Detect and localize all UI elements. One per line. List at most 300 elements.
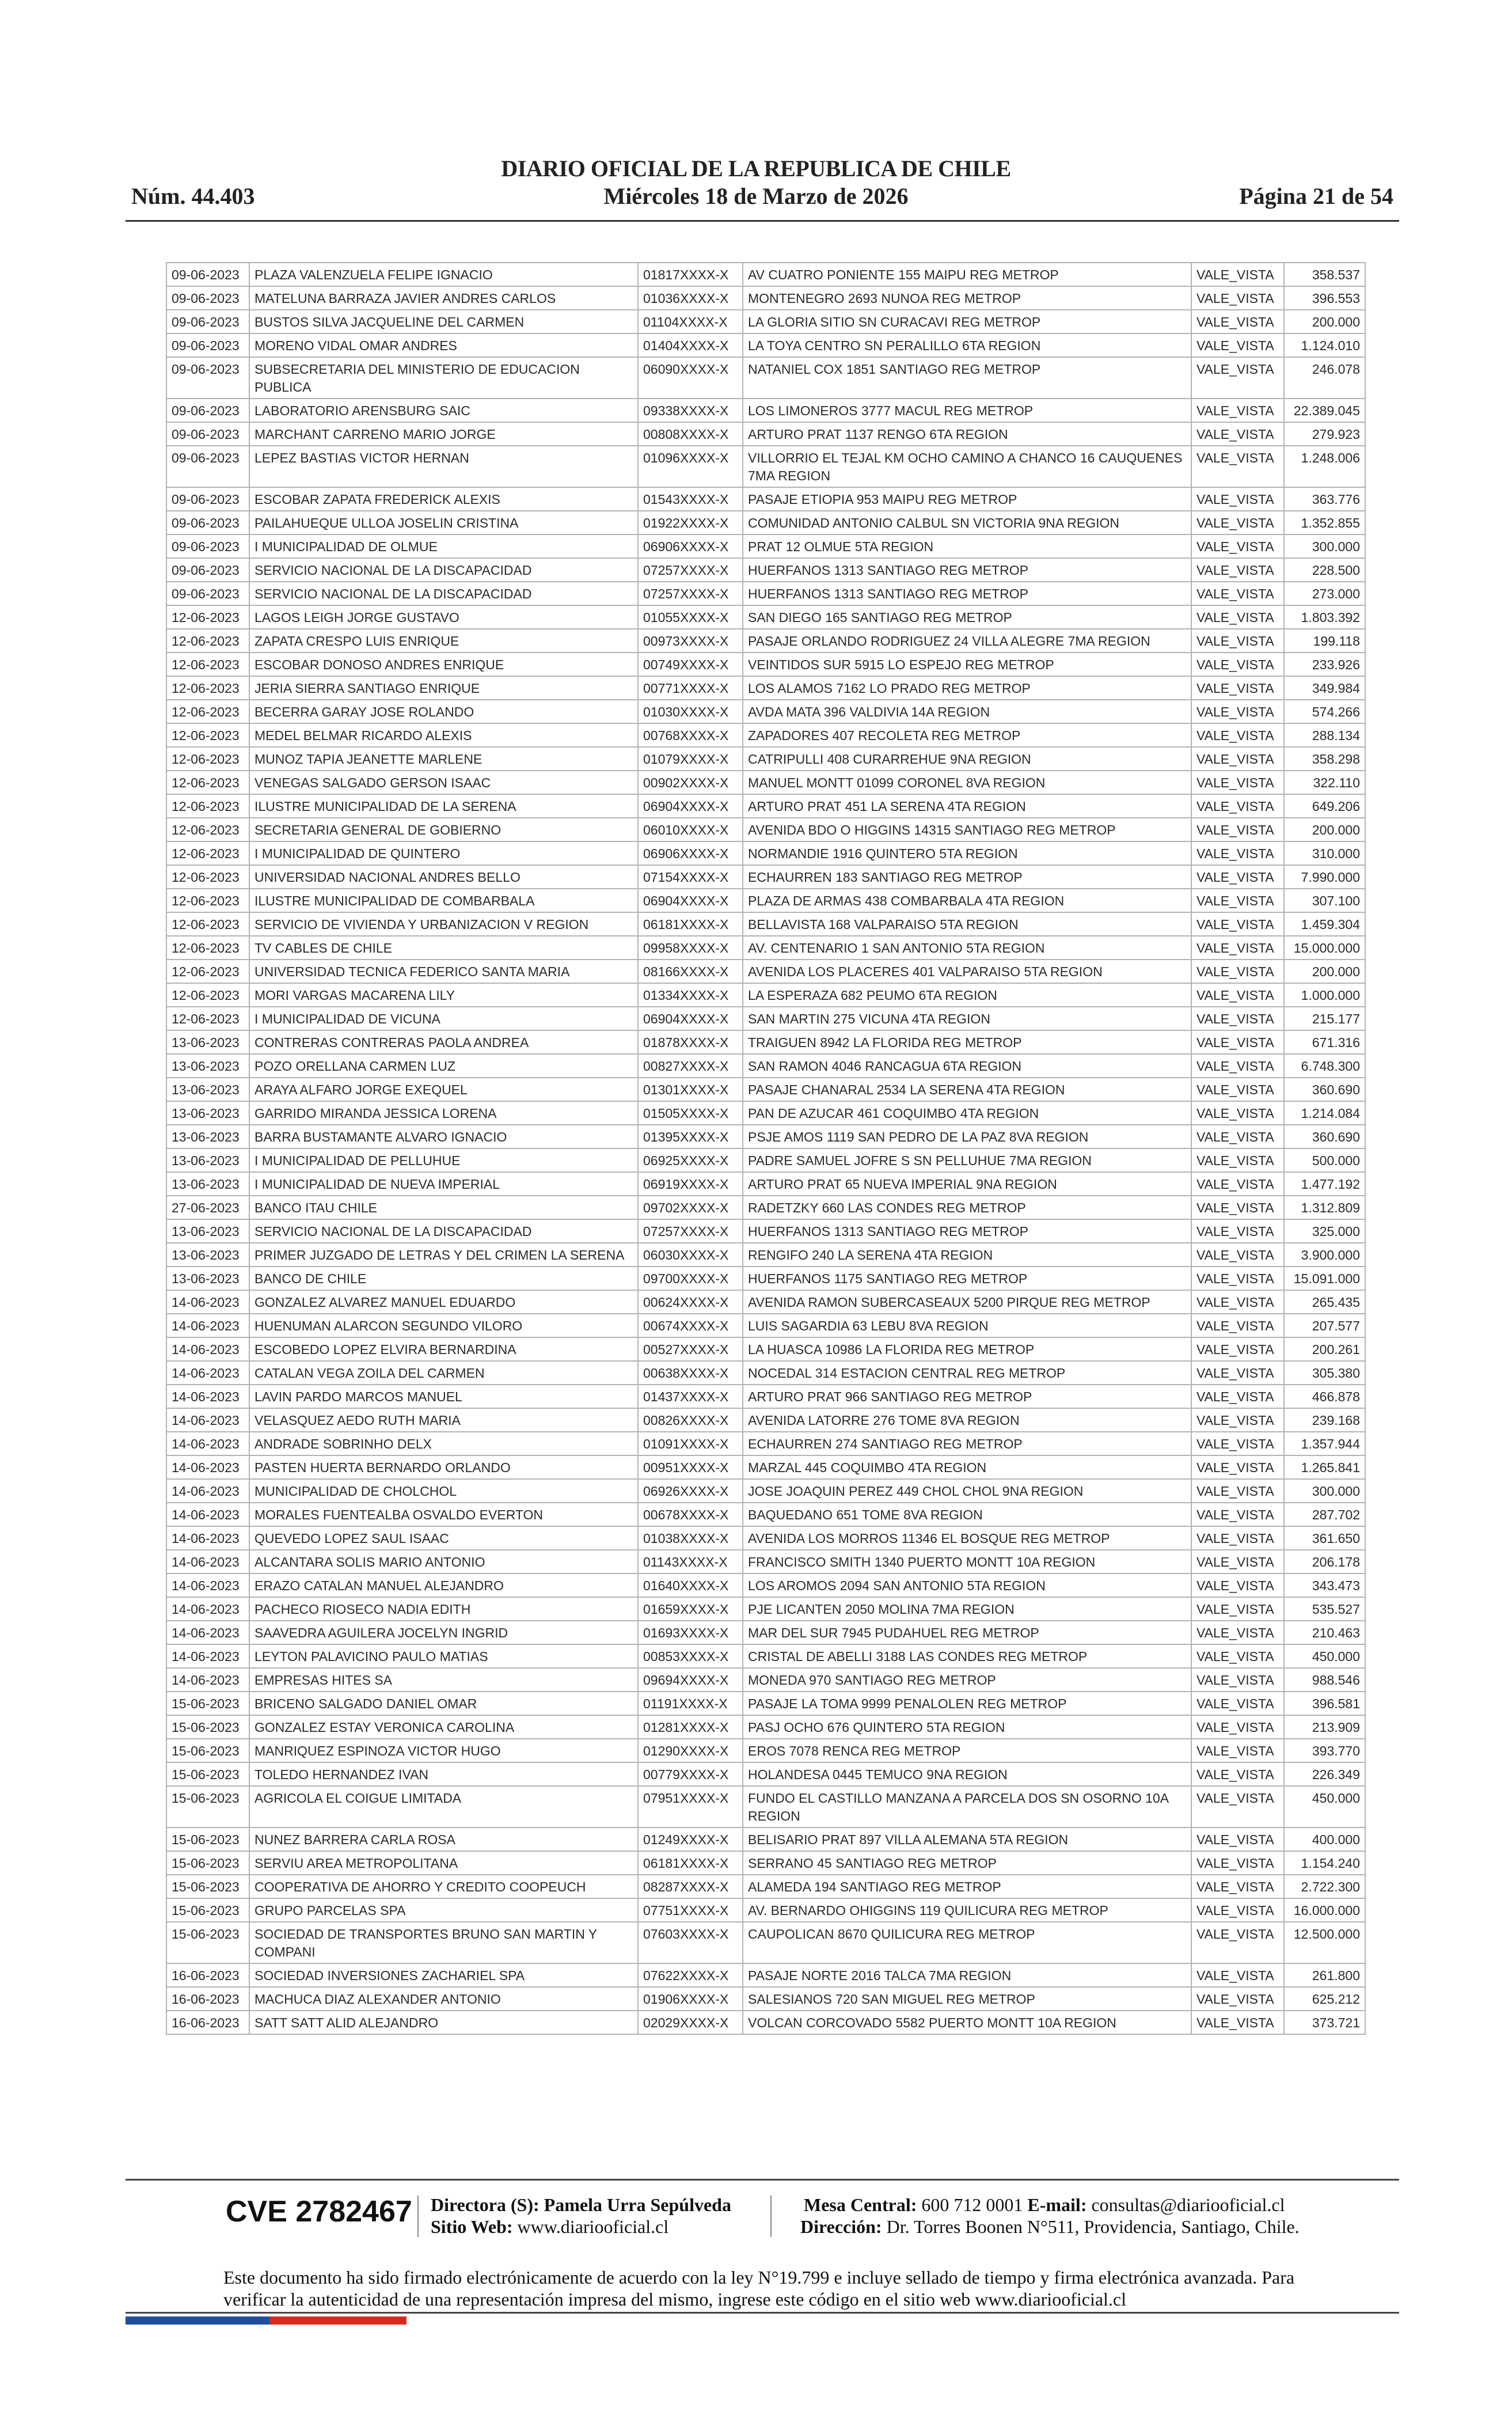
rut-cell: 01030XXXX-X [638, 700, 743, 723]
date-cell: 09-06-2023 [166, 333, 249, 357]
amount-cell: 500.000 [1284, 1148, 1365, 1172]
date-cell: 09-06-2023 [166, 446, 249, 487]
date-cell: 27-06-2023 [166, 1196, 249, 1219]
date-cell: 13-06-2023 [166, 1219, 249, 1243]
name-cell: SERVICIO NACIONAL DE LA DISCAPACIDAD [249, 582, 638, 605]
rut-cell: 00749XXXX-X [638, 653, 743, 676]
name-cell: BANCO ITAU CHILE [249, 1196, 638, 1219]
address-cell: SAN RAMON 4046 RANCAGUA 6TA REGION [743, 1054, 1191, 1078]
table-row [166, 700, 1365, 723]
payment-type-cell: VALE_VISTA [1191, 936, 1284, 960]
address-cell: HUERFANOS 1313 SANTIAGO REG METROP [743, 1219, 1191, 1243]
rut-cell: 01334XXXX-X [638, 983, 743, 1007]
payment-type-cell: VALE_VISTA [1191, 653, 1284, 676]
table-row [166, 286, 1365, 310]
date-cell: 14-06-2023 [166, 1574, 249, 1597]
table-row [166, 1267, 1365, 1290]
payment-type-cell: VALE_VISTA [1191, 841, 1284, 865]
payment-type-cell: VALE_VISTA [1191, 1290, 1284, 1314]
date-cell: 16-06-2023 [166, 2011, 249, 2034]
payment-type-cell: VALE_VISTA [1191, 558, 1284, 582]
date-cell: 14-06-2023 [166, 1503, 249, 1526]
amount-cell: 310.000 [1284, 841, 1365, 865]
table-row [166, 841, 1365, 865]
date-cell: 09-06-2023 [166, 263, 249, 286]
payment-type-cell: VALE_VISTA [1191, 794, 1284, 818]
date-cell: 14-06-2023 [166, 1337, 249, 1361]
footer-bottom-rule [126, 2312, 1399, 2314]
amount-cell: 988.546 [1284, 1668, 1365, 1692]
payment-type-cell: VALE_VISTA [1191, 889, 1284, 912]
rut-cell: 07257XXXX-X [638, 558, 743, 582]
table-row [166, 1408, 1365, 1432]
payment-type-cell: VALE_VISTA [1191, 1963, 1284, 1987]
date-cell: 12-06-2023 [166, 723, 249, 747]
rut-cell: 01922XXXX-X [638, 511, 743, 534]
table-row [166, 1621, 1365, 1644]
amount-cell: 12.500.000 [1284, 1922, 1365, 1963]
name-cell: MARCHANT CARRENO MARIO JORGE [249, 422, 638, 446]
rut-cell: 01055XXXX-X [638, 605, 743, 629]
address-value: Dr. Torres Boonen N°511, Providencia, Santiago, Chile. [886, 2216, 1300, 2237]
amount-cell: 1.265.841 [1284, 1455, 1365, 1479]
amount-cell: 363.776 [1284, 487, 1365, 511]
table-row [166, 1715, 1365, 1739]
payment-type-cell: VALE_VISTA [1191, 912, 1284, 936]
rut-cell: 01096XXXX-X [638, 446, 743, 487]
table-row [166, 1692, 1365, 1715]
date-cell: 15-06-2023 [166, 1739, 249, 1762]
payment-type-cell: VALE_VISTA [1191, 1267, 1284, 1290]
date-cell: 09-06-2023 [166, 487, 249, 511]
table-row [166, 534, 1365, 558]
name-cell: MANRIQUEZ ESPINOZA VICTOR HUGO [249, 1739, 638, 1762]
rut-cell: 01036XXXX-X [638, 286, 743, 310]
rut-cell: 08166XXXX-X [638, 960, 743, 983]
address-cell: PLAZA DE ARMAS 438 COMBARBALA 4TA REGION [743, 889, 1191, 912]
payment-type-cell: VALE_VISTA [1191, 1408, 1284, 1432]
date-cell: 09-06-2023 [166, 286, 249, 310]
footer-separator-2 [770, 2196, 772, 2237]
rut-cell: 01817XXXX-X [638, 263, 743, 286]
payment-type-cell: VALE_VISTA [1191, 1361, 1284, 1385]
rut-cell: 00951XXXX-X [638, 1455, 743, 1479]
address-cell: PRAT 12 OLMUE 5TA REGION [743, 534, 1191, 558]
address-cell: ECHAURREN 274 SANTIAGO REG METROP [743, 1432, 1191, 1455]
name-cell: BARRA BUSTAMANTE ALVARO IGNACIO [249, 1125, 638, 1148]
payment-type-cell: VALE_VISTA [1191, 1762, 1284, 1786]
header-divider [126, 220, 1399, 222]
date-cell: 15-06-2023 [166, 1827, 249, 1851]
address-cell: SAN DIEGO 165 SANTIAGO REG METROP [743, 605, 1191, 629]
table-row [166, 263, 1365, 286]
amount-cell: 1.803.392 [1284, 605, 1365, 629]
table-row [166, 333, 1365, 357]
name-cell: NUNEZ BARRERA CARLA ROSA [249, 1827, 638, 1851]
address-cell: ZAPADORES 407 RECOLETA REG METROP [743, 723, 1191, 747]
table-row [166, 1786, 1365, 1827]
address-cell: SAN MARTIN 275 VICUNA 4TA REGION [743, 1007, 1191, 1030]
payment-type-cell: VALE_VISTA [1191, 865, 1284, 889]
date-cell: 12-06-2023 [166, 983, 249, 1007]
amount-cell: 1.477.192 [1284, 1172, 1365, 1196]
table-row [166, 629, 1365, 653]
table-row [166, 960, 1365, 983]
name-cell: MATELUNA BARRAZA JAVIER ANDRES CARLOS [249, 286, 638, 310]
amount-cell: 322.110 [1284, 771, 1365, 794]
table-row [166, 1172, 1365, 1196]
amount-cell: 2.722.300 [1284, 1875, 1365, 1898]
flag-stripe-blue [126, 2316, 269, 2325]
table-row [166, 723, 1365, 747]
date-cell: 16-06-2023 [166, 1963, 249, 1987]
address-cell: ECHAURREN 183 SANTIAGO REG METROP [743, 865, 1191, 889]
amount-cell: 228.500 [1284, 558, 1365, 582]
address-cell: LA HUASCA 10986 LA FLORIDA REG METROP [743, 1337, 1191, 1361]
table-row [166, 1054, 1365, 1078]
name-cell: MORI VARGAS MACARENA LILY [249, 983, 638, 1007]
rut-cell: 06904XXXX-X [638, 889, 743, 912]
payment-type-cell: VALE_VISTA [1191, 263, 1284, 286]
rut-cell: 01281XXXX-X [638, 1715, 743, 1739]
date-cell: 15-06-2023 [166, 1875, 249, 1898]
payment-type-cell: VALE_VISTA [1191, 446, 1284, 487]
address-cell: PASAJE LA TOMA 9999 PENALOLEN REG METROP [743, 1692, 1191, 1715]
table-row [166, 422, 1365, 446]
address-cell: LOS ALAMOS 7162 LO PRADO REG METROP [743, 676, 1191, 700]
amount-cell: 1.459.304 [1284, 912, 1365, 936]
name-cell: TOLEDO HERNANDEZ IVAN [249, 1762, 638, 1786]
address-cell: FUNDO EL CASTILLO MANZANA A PARCELA DOS SN OSORNO 10A REGION [743, 1786, 1191, 1827]
amount-cell: 279.923 [1284, 422, 1365, 446]
address-cell: LA ESPERAZA 682 PEUMO 6TA REGION [743, 983, 1191, 1007]
name-cell: I MUNICIPALIDAD DE QUINTERO [249, 841, 638, 865]
name-cell: BUSTOS SILVA JACQUELINE DEL CARMEN [249, 310, 638, 333]
payment-type-cell: VALE_VISTA [1191, 1337, 1284, 1361]
address-cell: MANUEL MONTT 01099 CORONEL 8VA REGION [743, 771, 1191, 794]
amount-cell: 358.298 [1284, 747, 1365, 771]
date-cell: 09-06-2023 [166, 422, 249, 446]
payment-type-cell: VALE_VISTA [1191, 723, 1284, 747]
address-label: Dirección: [800, 2216, 882, 2237]
payment-type-cell: VALE_VISTA [1191, 582, 1284, 605]
date-cell: 15-06-2023 [166, 1898, 249, 1922]
payment-type-cell: VALE_VISTA [1191, 1739, 1284, 1762]
name-cell: UNIVERSIDAD NACIONAL ANDRES BELLO [249, 865, 638, 889]
amount-cell: 199.118 [1284, 629, 1365, 653]
address-cell: ARTURO PRAT 966 SANTIAGO REG METROP [743, 1385, 1191, 1408]
rut-cell: 01437XXXX-X [638, 1385, 743, 1408]
payment-type-cell: VALE_VISTA [1191, 2011, 1284, 2034]
date-cell: 14-06-2023 [166, 1314, 249, 1337]
amount-cell: 261.800 [1284, 1963, 1365, 1987]
date-cell: 12-06-2023 [166, 653, 249, 676]
name-cell: LABORATORIO ARENSBURG SAIC [249, 399, 638, 422]
name-cell: QUEVEDO LOPEZ SAUL ISAAC [249, 1526, 638, 1550]
name-cell: SERVICIO DE VIVIENDA Y URBANIZACION V REGION [249, 912, 638, 936]
page-number: Página 21 de 54 [1239, 183, 1393, 209]
table-row [166, 1479, 1365, 1503]
date-cell: 13-06-2023 [166, 1267, 249, 1290]
name-cell: PASTEN HUERTA BERNARDO ORLANDO [249, 1455, 638, 1479]
payment-type-cell: VALE_VISTA [1191, 1196, 1284, 1219]
amount-cell: 200.261 [1284, 1337, 1365, 1361]
table-row [166, 1503, 1365, 1526]
website-label: Sitio Web: [431, 2216, 513, 2237]
email-link[interactable]: consultas@diariooficial.cl [1091, 2194, 1285, 2215]
name-cell: HUENUMAN ALARCON SEGUNDO VILORO [249, 1314, 638, 1337]
address-cell: CRISTAL DE ABELLI 3188 LAS CONDES REG METROP [743, 1644, 1191, 1668]
amount-cell: 215.177 [1284, 1007, 1365, 1030]
table-row [166, 605, 1365, 629]
date-cell: 15-06-2023 [166, 1786, 249, 1827]
table-row [166, 1526, 1365, 1550]
name-cell: MACHUCA DIAZ ALEXANDER ANTONIO [249, 1987, 638, 2011]
table-row [166, 1762, 1365, 1786]
address-cell: EROS 7078 RENCA REG METROP [743, 1739, 1191, 1762]
name-cell: PRIMER JUZGADO DE LETRAS Y DEL CRIMEN LA SERENA [249, 1243, 638, 1267]
table-row [166, 1987, 1365, 2011]
date-cell: 12-06-2023 [166, 771, 249, 794]
name-cell: SOCIEDAD DE TRANSPORTES BRUNO SAN MARTIN Y COMPANI [249, 1922, 638, 1963]
rut-cell: 06181XXXX-X [638, 912, 743, 936]
address-cell: LA GLORIA SITIO SN CURACAVI REG METROP [743, 310, 1191, 333]
rut-cell: 06030XXXX-X [638, 1243, 743, 1267]
amount-cell: 393.770 [1284, 1739, 1365, 1762]
address-cell: BELLAVISTA 168 VALPARAISO 5TA REGION [743, 912, 1191, 936]
table-row [166, 676, 1365, 700]
email-label: E-mail: [1027, 2194, 1087, 2215]
address-cell: AV. CENTENARIO 1 SAN ANTONIO 5TA REGION [743, 936, 1191, 960]
rut-cell: 00624XXXX-X [638, 1290, 743, 1314]
date-cell: 14-06-2023 [166, 1479, 249, 1503]
rut-cell: 09694XXXX-X [638, 1668, 743, 1692]
date-cell: 14-06-2023 [166, 1621, 249, 1644]
amount-cell: 233.926 [1284, 653, 1365, 676]
amount-cell: 15.000.000 [1284, 936, 1365, 960]
payment-type-cell: VALE_VISTA [1191, 1827, 1284, 1851]
rut-cell: 06906XXXX-X [638, 841, 743, 865]
amount-cell: 358.537 [1284, 263, 1365, 286]
date-cell: 13-06-2023 [166, 1172, 249, 1196]
address-cell: VILLORRIO EL TEJAL KM OCHO CAMINO A CHANCO 16 CAUQUENES 7MA REGION [743, 446, 1191, 487]
table-row [166, 1361, 1365, 1385]
address-line [800, 2216, 1300, 2238]
address-cell: SALESIANOS 720 SAN MIGUEL REG METROP [743, 1987, 1191, 2011]
rut-cell: 01191XXXX-X [638, 1692, 743, 1715]
address-cell: LUIS SAGARDIA 63 LEBU 8VA REGION [743, 1314, 1191, 1337]
rut-cell: 07154XXXX-X [638, 865, 743, 889]
date-cell: 12-06-2023 [166, 605, 249, 629]
address-cell: NORMANDIE 1916 QUINTERO 5TA REGION [743, 841, 1191, 865]
payment-type-cell: VALE_VISTA [1191, 629, 1284, 653]
date-cell: 12-06-2023 [166, 960, 249, 983]
date-cell: 12-06-2023 [166, 629, 249, 653]
legal-notice: Este documento ha sido firmado electrónicamente de acuerdo con la ley N°19.799 e incluye sellado de tiempo y firma electrónica avanzada. Para verificar la autenticidad de una representación impresa del mismo, ingrese este código en el sitio web www.diariooficial.cl [223, 2267, 1295, 2310]
table-row [166, 1963, 1365, 1987]
amount-cell: 325.000 [1284, 1219, 1365, 1243]
amount-cell: 206.178 [1284, 1550, 1365, 1574]
name-cell: VENEGAS SALGADO GERSON ISAAC [249, 771, 638, 794]
address-cell: AVENIDA LOS MORROS 11346 EL BOSQUE REG METROP [743, 1526, 1191, 1550]
name-cell: ZAPATA CRESPO LUIS ENRIQUE [249, 629, 638, 653]
table-row [166, 2011, 1365, 2034]
name-cell: BANCO DE CHILE [249, 1267, 638, 1290]
amount-cell: 226.349 [1284, 1762, 1365, 1786]
date-cell: 12-06-2023 [166, 912, 249, 936]
rut-cell: 07751XXXX-X [638, 1898, 743, 1922]
date-cell: 13-06-2023 [166, 1101, 249, 1125]
amount-cell: 396.581 [1284, 1692, 1365, 1715]
payment-type-cell: VALE_VISTA [1191, 487, 1284, 511]
date-cell: 14-06-2023 [166, 1385, 249, 1408]
name-cell: BRICENO SALGADO DANIEL OMAR [249, 1692, 638, 1715]
directora-name: Pamela Urra Sepúlveda [544, 2194, 731, 2215]
table-row [166, 865, 1365, 889]
name-cell: SUBSECRETARIA DEL MINISTERIO DE EDUCACION PUBLICA [249, 357, 638, 399]
date-cell: 14-06-2023 [166, 1408, 249, 1432]
amount-cell: 265.435 [1284, 1290, 1365, 1314]
table-row [166, 747, 1365, 771]
date-cell: 14-06-2023 [166, 1644, 249, 1668]
amount-cell: 1.248.006 [1284, 446, 1365, 487]
name-cell: I MUNICIPALIDAD DE NUEVA IMPERIAL [249, 1172, 638, 1196]
name-cell: UNIVERSIDAD TECNICA FEDERICO SANTA MARIA [249, 960, 638, 983]
payment-type-cell: VALE_VISTA [1191, 1875, 1284, 1898]
amount-cell: 649.206 [1284, 794, 1365, 818]
name-cell: LAVIN PARDO MARCOS MANUEL [249, 1385, 638, 1408]
date-cell: 14-06-2023 [166, 1432, 249, 1455]
address-cell: AVENIDA LOS PLACERES 401 VALPARAISO 5TA REGION [743, 960, 1191, 983]
address-cell: ARTURO PRAT 65 NUEVA IMPERIAL 9NA REGION [743, 1172, 1191, 1196]
footer-top-rule [126, 2179, 1399, 2181]
amount-cell: 300.000 [1284, 1479, 1365, 1503]
issue-date: Miércoles 18 de Marzo de 2026 [603, 183, 909, 209]
payment-type-cell: VALE_VISTA [1191, 1314, 1284, 1337]
address-cell: HUERFANOS 1313 SANTIAGO REG METROP [743, 582, 1191, 605]
amount-cell: 16.000.000 [1284, 1898, 1365, 1922]
payment-type-cell: VALE_VISTA [1191, 1898, 1284, 1922]
date-cell: 09-06-2023 [166, 399, 249, 422]
table-row [166, 1078, 1365, 1101]
date-cell: 15-06-2023 [166, 1692, 249, 1715]
payment-type-cell: VALE_VISTA [1191, 511, 1284, 534]
address-cell: CAUPOLICAN 8670 QUILICURA REG METROP [743, 1922, 1191, 1963]
amount-cell: 210.463 [1284, 1621, 1365, 1644]
address-cell: AVENIDA RAMON SUBERCASEAUX 5200 PIRQUE REG METROP [743, 1290, 1191, 1314]
name-cell: MUNOZ TAPIA JEANETTE MARLENE [249, 747, 638, 771]
rut-cell: 00826XXXX-X [638, 1408, 743, 1432]
name-cell: LAGOS LEIGH JORGE GUSTAVO [249, 605, 638, 629]
rut-cell: 06904XXXX-X [638, 794, 743, 818]
name-cell: ILUSTRE MUNICIPALIDAD DE LA SERENA [249, 794, 638, 818]
payment-type-cell: VALE_VISTA [1191, 1385, 1284, 1408]
amount-cell: 535.527 [1284, 1597, 1365, 1621]
payments-table-body [166, 263, 1365, 2034]
payment-type-cell: VALE_VISTA [1191, 1172, 1284, 1196]
table-row [166, 771, 1365, 794]
name-cell: SECRETARIA GENERAL DE GOBIERNO [249, 818, 638, 841]
name-cell: GARRIDO MIRANDA JESSICA LORENA [249, 1101, 638, 1125]
date-cell: 09-06-2023 [166, 357, 249, 399]
address-cell: LOS LIMONEROS 3777 MACUL REG METROP [743, 399, 1191, 422]
amount-cell: 1.357.944 [1284, 1432, 1365, 1455]
rut-cell: 01543XXXX-X [638, 487, 743, 511]
payment-type-cell: VALE_VISTA [1191, 1550, 1284, 1574]
date-cell: 14-06-2023 [166, 1526, 249, 1550]
amount-cell: 1.352.855 [1284, 511, 1365, 534]
name-cell: ILUSTRE MUNICIPALIDAD DE COMBARBALA [249, 889, 638, 912]
name-cell: ALCANTARA SOLIS MARIO ANTONIO [249, 1550, 638, 1574]
address-cell: RADETZKY 660 LAS CONDES REG METROP [743, 1196, 1191, 1219]
rut-cell: 06090XXXX-X [638, 357, 743, 399]
payment-type-cell: VALE_VISTA [1191, 422, 1284, 446]
table-row [166, 1385, 1365, 1408]
date-cell: 09-06-2023 [166, 310, 249, 333]
payment-type-cell: VALE_VISTA [1191, 605, 1284, 629]
name-cell: SERVICIO NACIONAL DE LA DISCAPACIDAD [249, 558, 638, 582]
amount-cell: 466.878 [1284, 1385, 1365, 1408]
name-cell: ESCOBEDO LOPEZ ELVIRA BERNARDINA [249, 1337, 638, 1361]
payment-type-cell: VALE_VISTA [1191, 1621, 1284, 1644]
address-cell: PJE LICANTEN 2050 MOLINA 7MA REGION [743, 1597, 1191, 1621]
address-cell: MARZAL 445 COQUIMBO 4TA REGION [743, 1455, 1191, 1479]
name-cell: PLAZA VALENZUELA FELIPE IGNACIO [249, 263, 638, 286]
rut-cell: 01301XXXX-X [638, 1078, 743, 1101]
date-cell: 13-06-2023 [166, 1054, 249, 1078]
name-cell: AGRICOLA EL COIGUE LIMITADA [249, 1786, 638, 1827]
address-cell: PASAJE ETIOPIA 953 MAIPU REG METROP [743, 487, 1191, 511]
payment-type-cell: VALE_VISTA [1191, 1987, 1284, 2011]
rut-cell: 01079XXXX-X [638, 747, 743, 771]
table-row [166, 1644, 1365, 1668]
payment-type-cell: VALE_VISTA [1191, 1922, 1284, 1963]
amount-cell: 6.748.300 [1284, 1054, 1365, 1078]
payments-table [166, 262, 1366, 2035]
cve-code: CVE 2782467 [226, 2195, 412, 2228]
rut-cell: 07603XXXX-X [638, 1922, 743, 1963]
rut-cell: 00678XXXX-X [638, 1503, 743, 1526]
address-cell: PASJ OCHO 676 QUINTERO 5TA REGION [743, 1715, 1191, 1739]
date-cell: 13-06-2023 [166, 1125, 249, 1148]
payment-type-cell: VALE_VISTA [1191, 747, 1284, 771]
rut-cell: 01659XXXX-X [638, 1597, 743, 1621]
table-row [166, 1668, 1365, 1692]
amount-cell: 3.900.000 [1284, 1243, 1365, 1267]
rut-cell: 00527XXXX-X [638, 1337, 743, 1361]
rut-cell: 09338XXXX-X [638, 399, 743, 422]
rut-cell: 06904XXXX-X [638, 1007, 743, 1030]
name-cell: PACHECO RIOSECO NADIA EDITH [249, 1597, 638, 1621]
address-cell: AV CUATRO PONIENTE 155 MAIPU REG METROP [743, 263, 1191, 286]
table-row [166, 1290, 1365, 1314]
table-row [166, 653, 1365, 676]
amount-cell: 361.650 [1284, 1526, 1365, 1550]
website-link[interactable]: www.diariooficial.cl [517, 2216, 669, 2237]
amount-cell: 287.702 [1284, 1503, 1365, 1526]
rut-cell: 00771XXXX-X [638, 676, 743, 700]
payment-type-cell: VALE_VISTA [1191, 1715, 1284, 1739]
issue-number: Núm. 44.403 [131, 183, 255, 209]
address-cell: AVDA MATA 396 VALDIVIA 14A REGION [743, 700, 1191, 723]
name-cell: JERIA SIERRA SANTIAGO ENRIQUE [249, 676, 638, 700]
name-cell: TV CABLES DE CHILE [249, 936, 638, 960]
amount-cell: 22.389.045 [1284, 399, 1365, 422]
date-cell: 12-06-2023 [166, 794, 249, 818]
payment-type-cell: VALE_VISTA [1191, 1851, 1284, 1875]
amount-cell: 7.990.000 [1284, 865, 1365, 889]
amount-cell: 305.380 [1284, 1361, 1365, 1385]
